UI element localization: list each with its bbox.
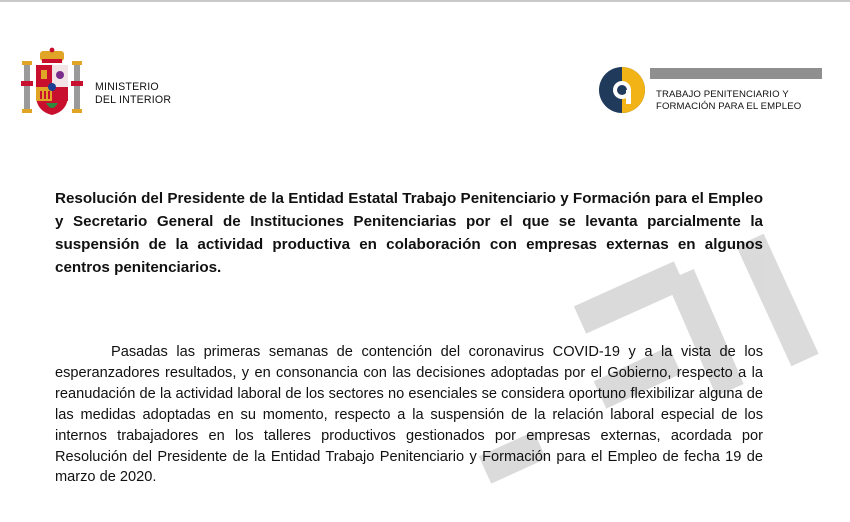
org-name xyxy=(656,89,801,112)
tpfe-logo-icon xyxy=(598,66,646,114)
ministry-line-1: MINISTERIO xyxy=(95,81,159,93)
document-title: Resolución del Presidente de la Entidad Estatal Trabajo Penitenciario y Formación para el Empleo y Secretario General de Instituciones Penitenciarias por el que se levanta parcialmente la suspensión de la actividad productiva en colaboración con empresas externas en algunos centros penitenciarios. xyxy=(55,190,763,276)
header-gray-bar xyxy=(650,68,822,79)
org-line-2: FORMACIÓN PARA EL EMPLEO xyxy=(656,100,802,112)
spanish-coat-of-arms-icon xyxy=(20,47,84,119)
org-line-1: TRABAJO PENITENCIARIO Y xyxy=(656,89,789,100)
ministry-line-2: DEL INTERIOR xyxy=(95,94,172,106)
body-paragraph xyxy=(55,342,763,488)
body-paragraph-text: Pasadas las primeras semanas de contención del coronavirus COVID-19 y a la vista de los esperanzadores resultados, y en consonancia con las decisiones adoptadas por el Gobierno, respecto a la reanudación de la actividad laboral de los sectores no esenciales se considera oportuno flexibilizar alguna de las medidas adoptadas en su momento, respecto a la suspensión de la relación laboral especial de los internos trabajadores en los talleres productivos gestionados por empresas externas, acordada por Resolución del Presidente de la Entidad Trabajo Penitenciario y Formación para el Empleo de fecha 19 de marzo de 2020. xyxy=(55,344,763,486)
top-border xyxy=(0,0,850,2)
ministry-name xyxy=(95,81,171,107)
